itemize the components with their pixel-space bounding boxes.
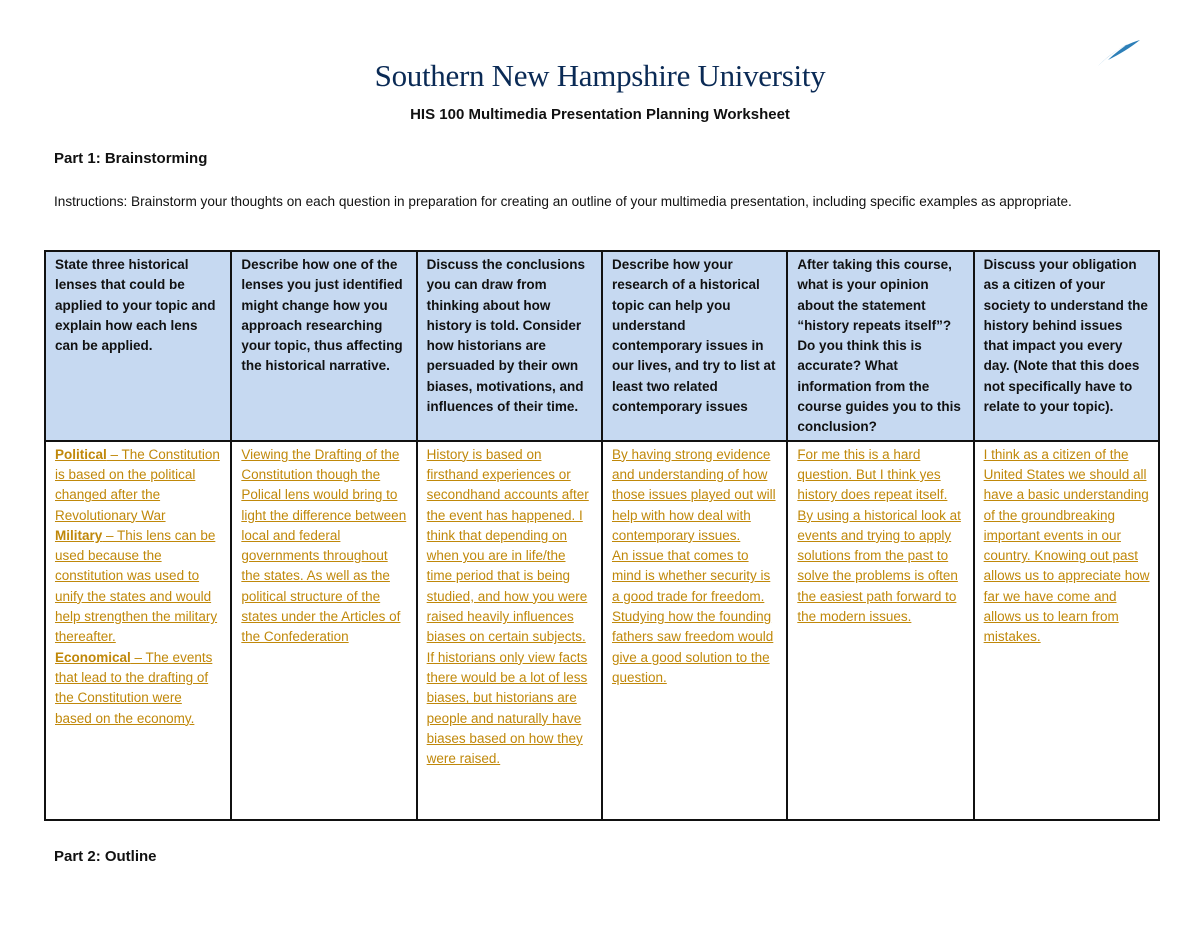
university-logo bbox=[0, 58, 1200, 94]
lens-label: Political bbox=[55, 446, 107, 462]
instructions-text: Instructions: Brainstorm your thoughts on each question in preparation for creating an outline of your multimedia presentation, including specific examples as appropriate. bbox=[54, 194, 1072, 209]
answer-cell-lenses[interactable] bbox=[45, 441, 231, 820]
brainstorm-table bbox=[44, 250, 1160, 821]
answer-text: I think as a citizen of the United States we should all have a basic understanding of the groundbreaking important events in our country. Knowing out past allows us to appreciate how far we have come and allows us to learn from mistakes. bbox=[983, 446, 1150, 645]
lens-text: – This lens can be used because the constitution was used to unify the states and would help strengthen the military thereafter. bbox=[55, 527, 218, 645]
answer-row bbox=[45, 441, 1159, 820]
answer-text: Viewing the Drafting of the Constitution though the Polical lens would bring to light the difference between local and federal governments throughout the states. As well as the political structure of the states under the Articles of the Confederation bbox=[241, 446, 407, 645]
lens-label: Military bbox=[55, 527, 103, 543]
quill-icon bbox=[1096, 38, 1142, 68]
answer-cell-obligation[interactable] bbox=[974, 441, 1159, 820]
answer-cell-history-repeats[interactable] bbox=[787, 441, 973, 820]
question-cell: Describe how one of the lenses you just identified might change how you approach researching your topic, thus affecting the historical narrative. bbox=[231, 251, 416, 441]
part2-heading: Part 2: Outline bbox=[54, 848, 157, 865]
question-cell: After taking this course, what is your opinion about the statement “history repeats itself”? Do you think this is accurate? What information from the course guides you to this conclusion? bbox=[787, 251, 973, 441]
question-row bbox=[45, 251, 1159, 441]
university-name: Southern New Hampshire University bbox=[374, 58, 826, 93]
answer-text: For me this is a hard question. But I think yes history does repeat itself. By using a historical look at events and trying to apply solutions from the past to solve the problems is often the easiest path forward to the modern issues. bbox=[797, 446, 961, 625]
answer-text: By having strong evidence and understanding of how those issues played out will help with how deal with contemporary issues. bbox=[611, 446, 776, 543]
question-cell: Discuss your obligation as a citizen of your society to understand the history behind issues that impact you every day. (Note that this does not specifically have to relate to your topic). bbox=[974, 251, 1159, 441]
document-title: HIS 100 Multimedia Presentation Planning Worksheet bbox=[410, 106, 790, 123]
lens-label: Economical bbox=[55, 649, 131, 665]
answer-cell-conclusions[interactable] bbox=[417, 441, 602, 820]
lens-text: – The Constitution is based on the political changed after the Revolutionary War bbox=[55, 446, 220, 523]
answer-text: An issue that comes to mind is whether security is a good trade for freedom. Studying how the founding fathers saw freedom would give a good solution to the question. bbox=[611, 548, 774, 685]
answer-cell-contemporary[interactable] bbox=[602, 441, 787, 820]
question-cell: State three historical lenses that could be applied to your topic and explain how each lens can be applied. bbox=[45, 251, 231, 441]
question-cell: Discuss the conclusions you can draw from thinking about how history is told. Consider how historians are persuaded by their own biases, motivations, and influences of their time. bbox=[417, 251, 602, 441]
answer-text: History is based on firsthand experiences or secondhand accounts after the event has happened. I think that depending on when you are in life/the time period that is being studied, and how you were raised heavily influences biases on certain subjects. If historians only view facts there would be a lot of less biases, but historians are people and naturally have biases based on how they were raised. bbox=[426, 446, 589, 767]
question-cell: Describe how your research of a historical topic can help you understand contemporary issues in our lives, and try to list at least two related contemporary issues bbox=[602, 251, 787, 441]
lens-text: – The events that lead to the drafting of the Constitution were based on the economy. bbox=[55, 649, 213, 726]
part1-heading: Part 1: Brainstorming bbox=[54, 150, 208, 167]
answer-cell-lens-approach[interactable] bbox=[231, 441, 416, 820]
